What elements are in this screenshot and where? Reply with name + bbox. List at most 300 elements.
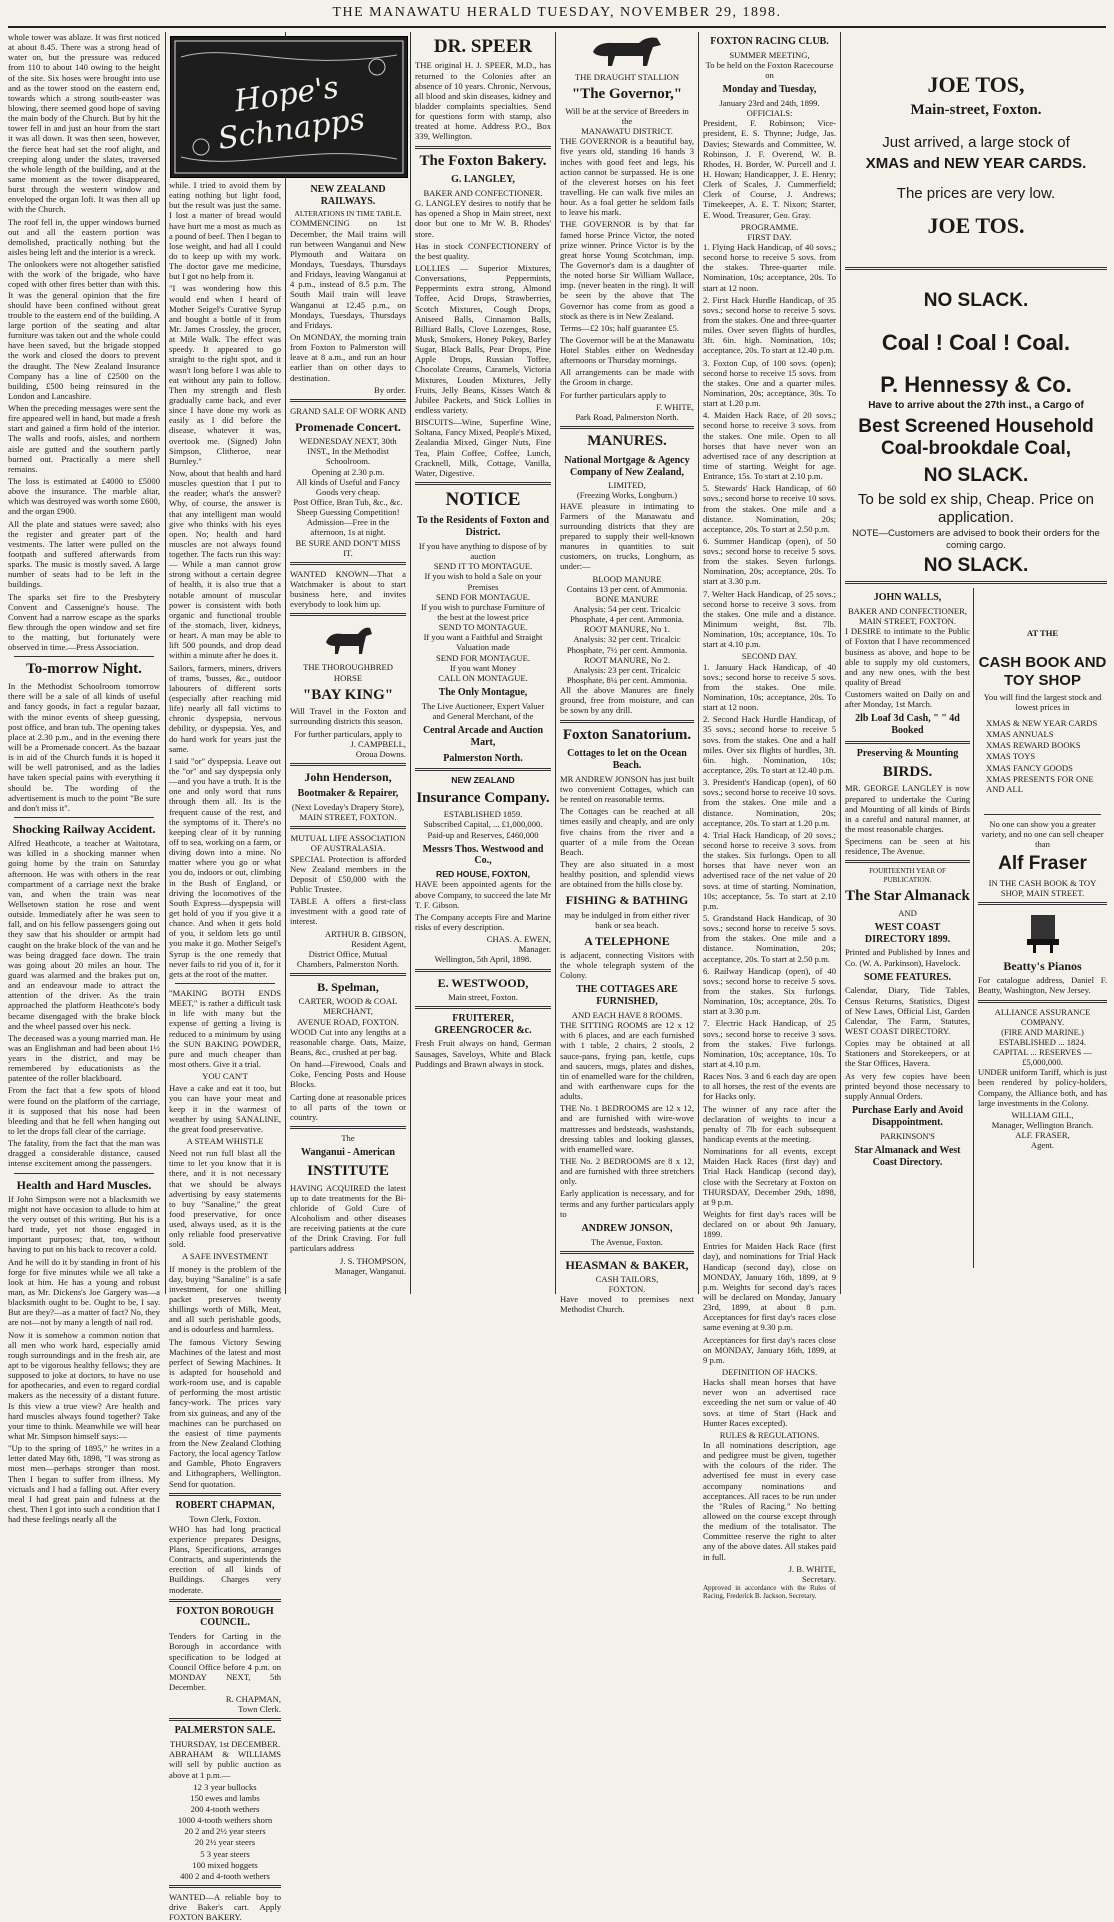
approved-note: Approved in accordance with the Rules of Racing, Frederick B. Jackson, Secretary. xyxy=(703,1583,836,1601)
article-paragraph: The famous Victory Sewing Machines of the latest and most perfect of Sewing Machines. It is adapted for household and work-room use, and is capable of performing the most artistic fancy-work. The prices vary from six guineas, and any of the machines can be purchased on the easiest of time payments from the New Zealand Clothing Factory, the local agency Tatlow and Gamble, Photo Engravers and Lithographers, Wellington. Send for quotation. xyxy=(169,1336,281,1489)
star-parkinson: PARKINSON'S xyxy=(880,1130,935,1141)
column-3 xyxy=(290,180,406,1294)
subhead: YOU CAN'T xyxy=(202,1071,248,1082)
hopes-logo-text: Hope's Schnapps xyxy=(215,70,367,157)
article-paragraph: while. I tried to avoid them by eating nothing but light food, but the result was just the same. I lost a matter of bread would have hurt me a most as much as a pound of beef. Then I began to lose weight, and had all I could do to keep up with my work. The doctor gave me medicine, but I got no help from it. xyxy=(169,180,281,282)
manure-line: ROOT MANURE, No 1. xyxy=(583,624,671,635)
star-year: FOURTEENTH YEAR OF PUBLICATION. xyxy=(869,867,946,884)
race-item: 7. Electric Hack Handicap, of 25 sovs.; second horse to receive 3 sovs. from the stakes. Five furlongs. Nomination, 10s; acceptance, 10s. To start at 4.10 p.m. xyxy=(703,1018,836,1069)
stallion-district: MANAWATU DISTRICT. xyxy=(581,126,673,137)
coal-head: Coal ! Coal ! Coal. xyxy=(881,330,1071,356)
stallion-line: Will be at the service of Breeders in the xyxy=(565,105,689,126)
list-item: 12 3 year bullocks xyxy=(193,1781,257,1792)
manure-line: Analysis: 23 per cent. Tricalcic Phosphate, 8¼ per cent. Ammonia. xyxy=(566,664,688,685)
notice-lines xyxy=(415,541,551,683)
insurance-title: Insurance Company. xyxy=(416,789,550,806)
article-paragraph: COMMENCING on 1st December, the Mail trains will run between Wanganui and New Plymouth and Waitara on Mondays, Tuesdays, Thursdays and Fridays, leaving Wanganui at 4 p.m., instead of 8.5 p.m. The South Mail train will leave Wanganui at 12.45 p.m., on Mondays, Tuesdays, Thursdays and Fridays. xyxy=(290,218,406,330)
horse-icon xyxy=(318,620,378,660)
mutual-office: District Office, Mutual Chambers, Palmerston North. xyxy=(296,948,400,969)
hennessy-coal: Best Screened Household Coal-brookdale Coal, xyxy=(858,415,1094,460)
draught-horse-icon xyxy=(587,34,667,70)
divider xyxy=(560,720,694,723)
signature: J. S. THOMPSON, xyxy=(340,1255,406,1266)
walls-sub: BAKER AND CONFECTIONER, xyxy=(847,605,968,616)
article-paragraph: From the fact that a few spots of blood were found on the platform of the carriage, it is supposed that his nose had been bleeding and that he fell when hanging out to let the drops fall clear of the carriage. xyxy=(8,1085,160,1137)
race-item: 3. Foxton Cup, of 100 sovs. (open); second horse to receive 15 sovs. from the stakes. One and a quarter miles. Nomination, 20s; acceptance, 30s. To start at 1.20 p.m. xyxy=(703,357,836,409)
heasman-sub: CASH TAILORS, xyxy=(595,1273,659,1284)
hopes-schnapps-ad xyxy=(170,36,408,178)
article-paragraph: WHO has had long practical experience prepares Designs, Plans, Specifications, arranges Contracts, and superintends the erection of all kinds of Buildings. Charges very moderate. xyxy=(169,1523,281,1595)
article-paragraph: Entries for Maiden Hack Race (first day), and nominations for Trial Hack Handicap (second day), close on MONDAY, January 16th, 1899, at 9 p.m. Weights for second day's races will be declared on Monday, January 23rd, 1899, at about 8 p.m. Acceptances for first day's races close same evening at 9.30 p.m. xyxy=(703,1241,836,1333)
montague-mart: Central Arcade and Auction Mart, xyxy=(422,725,544,748)
sanatorium-sub: Cottages to let on the Ocean Beach. xyxy=(567,748,687,772)
lower-ads xyxy=(845,588,1107,1268)
divider xyxy=(984,814,1101,815)
day-head: FIRST DAY. xyxy=(747,231,792,242)
article-paragraph: Early application is necessary, and for terms and any further particulars apply to xyxy=(560,1188,694,1219)
walls-loaf: 2lb Loaf 3d Cash, " " 4d Booked xyxy=(855,713,960,737)
article-paragraph: As very few copies have been printed beyond those necessary to supply Annual Orders. xyxy=(845,1070,970,1101)
officials-head: OFFICIALS: xyxy=(746,108,793,119)
article-paragraph: MR. GEORGE LANGLEY is now prepared to undertake the Curing and Mounting of all kinds of Birds in a careful and natural manner, at the most reasonable charges. xyxy=(845,783,970,835)
article-paragraph: Races Nos. 3 and 6 each day are open to all horses, the rest of the events are for Hacks only. xyxy=(703,1071,836,1102)
concert-title: Promenade Concert. xyxy=(295,419,401,434)
article-paragraph: The Cottages can be reached at all times easily and cheaply, and are only five chains from the river and a quarter of a mile from the Ocean Beach. xyxy=(560,806,694,857)
article-paragraph: Terms—£2 10s; half guarantee £5. xyxy=(560,322,679,333)
article-paragraph: The onlookers were not altogether satisfied with the work of the brigade, who have coped with other fires better than with this. It was the general opinion that the fire should have been confined without great trouble to the eastern end of the building. A large portion of the seating and altar furniture was taken out and the whole could have been saved, but the brigade stopped the work and closed the doors to prevent the draught. The New Zealand Insurance Company has a line of £2500 on the building, £500 being reinsured in the London and Lancashire. xyxy=(8,259,160,401)
notice-line: SEND TO MONTAGUE. xyxy=(438,622,528,633)
day-head: SECOND DAY. xyxy=(741,651,798,662)
column-1 xyxy=(8,32,160,1525)
montague-title: The Only Montague, xyxy=(438,686,528,698)
divider xyxy=(415,969,551,972)
divider xyxy=(845,267,1107,270)
article-paragraph: Customers waited on Daily on and after Monday, 1st March. xyxy=(845,689,970,710)
article-paragraph: THE original H. J. SPEER, M.D., has returned to the Colonies after an absence of 10 years. Chronic, Nervous, all blood and skin diseases, kidney and bladder complaints specialties. Send for questions form with stamp, also treated at home. Address P.O., Box 339, Wellington. xyxy=(415,60,551,142)
headline-railway-accident: Shocking Railway Accident. xyxy=(12,821,156,836)
star-and: AND xyxy=(898,907,917,918)
article-paragraph: The deceased was a young married man. He was an Englishman and had been about 1½ years in the district, and may be remembered by educationists as the patentee of the roller blackboard. xyxy=(8,1032,160,1084)
notice-line: If you wish to purchase Furniture of the best at the lowest price xyxy=(420,601,546,622)
manure-line: Contains 13 per cent. of Ammonia. xyxy=(566,583,688,594)
list-item: 400 2 and 4-tooth wethers xyxy=(180,1870,270,1881)
lower-right-ads xyxy=(978,588,1107,1268)
bakery-name: G. LANGLEY, xyxy=(451,174,515,186)
piano-icon xyxy=(1025,909,1061,955)
chapman-title: ROBERT CHAPMAN, xyxy=(175,1499,275,1511)
definition-head: DEFINITION OF HACKS. xyxy=(721,1367,818,1378)
article-paragraph: Calendar, Diary, Tide Tables, Census Returns, Statistics, Digest of New Laws, Official List, Garden Calendar, The Farm, Statutes, WEST COAST DIRECTORY. xyxy=(845,985,970,1036)
list-item: XMAS REWARD BOOKS xyxy=(986,740,1081,751)
manure-line: BLOOD MANURE xyxy=(592,573,662,584)
fraser-shop: IN THE CASH BOOK & TOY SHOP, MAIN STREET. xyxy=(988,877,1097,898)
race-item: 2. Second Hack Hurdle Handicap, of 35 sovs.; second horse to receive 5 sovs. from the stakes. One and a half miles. Over six flights of hurdles, 3ft. 6in. high. Nomination, 10s; acceptance, 20s. To start at 12.40 p.m. xyxy=(703,714,836,776)
article-paragraph: Alfred Heathcote, a teacher at Waitotara, was killed in a shocking manner when going home by the train on Saturday afternoon. He was with others in the rear compartment of a carriage next the brake van, and when the train was near Wellsetown station he rose and went outside. Immediately after he was seen to fall, and on his fellow passengers going out they saw that his shoulder or armpit had caught on the brake block of the van and he was being dragged face down. The train was going about 20 miles an hour. The guard was alarmed and the brakes put on, and an endeavour made to attract the attention of the driver. As the train approached the platform Heathcote's body became disengaged with the brake block and the wheel passed over his neck. xyxy=(8,838,160,1031)
insurance-agents: Messrs Thos. Westwood and Co., xyxy=(422,843,544,867)
institute-title: Wanganui - American xyxy=(301,1147,395,1159)
article-paragraph: Now it is somehow a common notion that all men who work hard, especially amid rough surroundings and in the fresh air, are apt to be vigorous healthy fellows; they are supposed to joke at doctors, to have no use for apothecaries, and even to regard cordial makers as the necessity of a distant future. Is this view a true view? Are health and hard muscles always found together? Take your time to think. Meanwhile we will hear what Mr. Simpson himself says:— xyxy=(8,1329,160,1441)
stallion-name: "The Governor," xyxy=(571,86,683,103)
article-paragraph: All arrangements can be made with the Groom in charge. xyxy=(560,367,694,388)
montague-town: Palmerston North. xyxy=(443,752,523,764)
race-item: 6. Summer Handicap (open), of 50 sovs.; second horse to receive 5 sovs. from the stakes. Seven furlongs. Nomination, 20s; acceptance, 20s. To start at 3.30 p.m. xyxy=(703,535,836,587)
race-item: 5. Grandstand Hack Handicap, of 30 sovs.; second horse to receive 5 sovs. from the stakes. One mile and a distance. Nomination, 20s; acceptance, 20s. To start at 2.50 p.m. xyxy=(703,912,836,964)
horse-name: "BAY KING" xyxy=(302,686,394,703)
insurance-red: RED HOUSE, FOXTON, xyxy=(436,869,530,880)
divider xyxy=(560,1251,694,1254)
article-paragraph: The fatality, from the fact that the man was dragged a considerable distance, caused intense excitement among the passengers. xyxy=(8,1138,160,1169)
article-paragraph: If John Simpson were not a blacksmith we might not have occasion to allude to him at the very outset of this writing. But his is a hard trade, yet not those engaged in important purposes; that, too, without having to put on his back to recover a cold. xyxy=(8,1193,160,1255)
race-list-day2 xyxy=(703,662,836,1069)
montague-line: The Live Auctioneer, Expert Valuer and General Merchant, of the xyxy=(421,700,545,721)
article-paragraph: whole tower was ablaze. It was first noticed at about 8.45. There was a strong head of water on, but the pressure was reduced from 110 to about 140 owing to the height of the site. Six hoses were brought into use and as the tower stood on the eastern end, towards which a strong south-easter was blowing, there seemed good hope of saving the main body of the Church. But by hit the tower fell in and just an hour from the start it was all down. It was then seen, however, the fierce heat had set the roof alight, and creeping along under the slates, traversed the whole length of the building, and at the same moment as the tower disappeared, burst through the western window and enveloped the organ loft. It was then all up with the Church. xyxy=(8,32,160,215)
article-paragraph: Tenders for Carting in the Borough in accordance with specification to be lodged at Council Office before 4 p.m. on MONDAY NEXT, 5th December. xyxy=(169,1631,281,1692)
article-paragraph: The Governor will be at the Manawatu Hotel Stables either on Wednesday afternoons or Thursday mornings. xyxy=(560,334,694,366)
institute-title2: INSTITUTE xyxy=(307,1162,389,1179)
insurance-date: Wellington, 5th April, 1898. xyxy=(434,954,532,965)
signature: Resident Agent, xyxy=(351,938,406,949)
signature: By order. xyxy=(374,384,406,395)
race-item: 1. January Hack Handicap, of 40 sovs.; second horse to receive 5 sovs. from the stakes. One mile. Nomination, 10s; acceptance, 20s. To start at 12 noon. xyxy=(703,661,836,713)
list-item: 20 2 and 2½ year steers xyxy=(184,1826,266,1837)
race-item: 5. Stewards' Hack Handicap, of 60 sovs.; second horse to receive 10 sovs. from the stakes. One mile and a distance. Nomination, 20s; acceptance, 20s. To start at 2.50 p.m. xyxy=(703,483,836,534)
fishing-title: FISHING & BATHING xyxy=(565,893,689,908)
mutual-title: MUTUAL LIFE ASSOCIATION OF AUSTRALASIA. xyxy=(290,833,406,854)
divider xyxy=(978,902,1107,905)
racing-line: SUMMER MEETING, xyxy=(729,49,810,60)
cashbook-title: CASH BOOK AND TOY SHOP xyxy=(978,654,1107,689)
article-paragraph: Has in stock CONFECTIONERY of the best quality. xyxy=(415,240,551,261)
list-item: 20 2½ year steers xyxy=(194,1837,256,1848)
article-paragraph: Specimens can be seen at his residence, The Avenue. xyxy=(845,836,970,857)
article-paragraph: ABRAHAM & WILLIAMS will sell by public auction as above at 1 p.m.— xyxy=(169,1749,281,1780)
article-paragraph: If money is the problem of the day, buying "Sanaline" is a safe investment, for one shilling packet preserves twenty shillings worth of Milk, Meat, and all such perishable goods, and is odourless and harmless. xyxy=(169,1263,281,1335)
race-item: 4. Trial Hack Handicap, of 20 sovs.; second horse to receive 3 sovs. from the stakes. Six furlongs. Open to all horses that have never won an advertised race of the net value of 20 sovs. at time of starting. Nomination, 10s; acceptance, 5s. To start at 2.10 p.m. xyxy=(703,829,836,911)
article-paragraph: "Up to the spring of 1895," he writes in a letter dated May 6th, 1898, "I was strong as most men—perhaps stronger than most. Then I began to suffer from illness. My victuals and I had a falling out. After every meal I had great pain and fulness at the chest. Then I got into such a condition that I had these feelings nearly all the xyxy=(8,1443,160,1525)
alliance-title: ALLIANCE ASSURANCE COMPANY. xyxy=(994,1006,1091,1027)
insurance-pre: NEW ZEALAND xyxy=(451,775,515,786)
article-paragraph: "I was wondering how this would end when I heard of Mother Seigel's Curative Syrup and bought a bottle of it from Mr. James Crossley, the grocer, at Mile Walk. The effect was speedy. It appeared to go straight to the right spot, and it wasn't long before I was able to eat without any pain to follow. Then my strength and flesh gradually came back, and ever since I have done my work as easily as I did before the disease, whatever it was, overtook me. (Signed) John Simpson, Clitheroe, near Burnley." xyxy=(169,283,281,466)
article-paragraph: I DESIRE to intimate to the Public of Foxton that I have recommenced business as above, and hope to be able to supply my old customers, and any new ones, with the best quality of Bread xyxy=(845,626,970,687)
article-paragraph: On MONDAY, the morning train from Foxton to Palmerston will leave at 8 a.m., and run an hour earlier than on other days to destination. xyxy=(290,331,406,383)
divider xyxy=(845,581,1107,584)
article-paragraph: HAVE pleasure in intimating to Farmers of the Manawatu and surrounding districts that they are prepared to supply their well-known manures in quantities to suit customers, on trucks, Longburn, as under:— xyxy=(560,500,694,572)
manures-ltd: LIMITED, xyxy=(608,480,646,491)
concert-line: BE SURE AND DON'T MISS IT. xyxy=(295,537,401,558)
notice-line: If you want Money xyxy=(449,662,517,673)
speer-title: DR. SPEER xyxy=(433,36,533,57)
headline-health-muscles: Health and Hard Muscles. xyxy=(16,1177,152,1192)
notice-line: If you wish to hold a Sale on your Premises xyxy=(424,571,542,592)
notice-line: SEND IT TO MONTAGUE. xyxy=(433,561,533,572)
article-paragraph: Hacks shall mean horses that have never won an advertised race exceeding the net sum or value of 40 sovs. at time of Start (Hack and Hunter Races excepted). xyxy=(703,1377,836,1428)
list-item: XMAS TOYS xyxy=(986,751,1036,762)
heasman-town: FOXTON. xyxy=(608,1284,646,1295)
jonson-name: ANDREW JONSON, xyxy=(581,1222,673,1234)
divider xyxy=(290,763,406,766)
fruiterer-title: FRUITERER, GREENGROCER &c. xyxy=(434,1012,532,1036)
notice-line: CALL ON MONTAGUE. xyxy=(438,672,528,683)
article-paragraph: Weights for first day's races will be declared on or about 9th January, 1899. xyxy=(703,1208,836,1240)
divider xyxy=(845,860,970,863)
masthead: THE MANAWATU HERALD TUESDAY, NOVEMBER 29, 1898. xyxy=(332,5,782,20)
alliance-est: ESTABLISHED ... 1824. xyxy=(998,1036,1087,1047)
henderson-title: John Henderson, xyxy=(304,770,392,785)
article-paragraph: Copies may be obtained at all Stationers and Storekeepers, or at the Star Offices, Havera. xyxy=(845,1038,970,1069)
manure-line: Analysis: 54 per cent. Tricalcic Phosphate, 4 per cent. Ammonia. xyxy=(570,604,684,625)
article-paragraph: Will Travel in the Foxton and surrounding districts this season. xyxy=(290,706,406,727)
racing-days: Monday and Tuesday, xyxy=(722,84,817,96)
manures-works: (Freezing Works, Longburn.) xyxy=(576,490,678,501)
spelman-sub: CARTER, WOOD & COAL MERCHANT, xyxy=(298,996,398,1017)
signature: Manager, Wanganui. xyxy=(334,1265,406,1276)
article-paragraph: The sparks set fire to the Presbytery Convent and Cassenigne's house. The Convent had a narrow escape as the sparks flew through the open window and set fire to the matting, but fortunately were observed in time.—Press Association. xyxy=(8,591,160,653)
signature: F. WHITE, xyxy=(655,401,694,412)
signature: CHAS. A. EWEN, xyxy=(486,934,551,945)
list-item: 200 4-tooth wethers xyxy=(190,1804,260,1814)
notice-line: If you have anything to dispose of by auction xyxy=(418,540,548,562)
subhead: A SAFE INVESTMENT xyxy=(182,1251,268,1262)
palmerston-date: THURSDAY, 1st DECEMBER. xyxy=(169,1739,281,1750)
signature: ALF. FRASER, xyxy=(1015,1130,1070,1141)
article-paragraph: LOLLIES — Superior Mixtures, Conversations, Peppermints, Peppermints extra strong, Almond Toffee, Acid Drops, Strawberries, Scotch Mixtures, Cough Drops, Aniseed Balls, Cinnamon Balls, Billiard Balls, Clove Lozenges, Rose, Musk, Smokers, Honey Pokey, Barley Sugar, Black Balls, Pear Drops, Pine Apple Drops, Russian Toffee, Chocolate Creams, Caramels, Victoria Mixtures, Louden Mixtures, Jelly Fruits, Jelly Beans, Kisses Watch & Jubilee Packets, and Stick Lollies in endless variety. xyxy=(415,263,551,415)
article-paragraph: Have moved to premises next Methodist Church. xyxy=(560,1294,694,1315)
subhead: A STEAM WHISTLE xyxy=(186,1135,264,1146)
article-paragraph: On hand—Firewood, Coals and Coke, Fencing Posts and House Blocks. xyxy=(290,1059,406,1090)
race-item: 1. Flying Hack Handicap, of 40 sovs.; second horse to receive 5 sovs. from the stakes. Three-quarter mile. Nomination, 10s; acceptance, 20s. To start at 12 noon. xyxy=(703,241,836,293)
notice-line: If you want a Faithful and Straight Valuation made xyxy=(423,632,543,653)
article-paragraph: MR ANDREW JONSON has just built two convenient Cottages, which can be rented on reasonable terms. xyxy=(560,773,694,805)
article-paragraph: SPECIAL Protection is afforded New Zealand members in the Deposit of £50,000 with the Public Trustee. xyxy=(290,853,406,894)
beatty-title: Beatty's Pianos xyxy=(1003,959,1082,974)
divider xyxy=(560,426,694,429)
race-list-day1 xyxy=(703,242,836,649)
fishing-line: may be indulged in from either river bank or sea beach. xyxy=(564,909,690,930)
birds-pre: Preserving & Mounting xyxy=(856,747,959,759)
divider xyxy=(978,1000,1107,1003)
signature: Manager, Wellington Branch. xyxy=(991,1120,1094,1131)
column-4 xyxy=(415,32,551,1294)
star-title: The Star Almanack xyxy=(845,887,970,904)
hennessy-line: Have to arrive about the 27th inst., a Cargo of xyxy=(868,399,1084,411)
racing-dates: January 23rd and 24th, 1899. xyxy=(719,98,820,109)
article-paragraph: President, F. Robinson; Vice-president, E. S. Thynne; Judge, Jas. Davies; Stewards and Committee, W. Robinson, J. F. Overend, W. B. Rhodes, H. Border, W. Purcell and J. H. Howan; Handicapper, J. E. Henry; Clerk of Scales, J. Cummerfield; Clerk of Course, J. Andrews; Timekeeper, A. E. T. Nixon; Starter, E. Wood. Treasurer, Geo. Gray. xyxy=(703,118,836,220)
list-item: 5 3 year steers xyxy=(200,1848,250,1859)
palmerston-title: PALMERSTON SALE. xyxy=(174,1725,276,1737)
divider xyxy=(415,482,551,485)
divider xyxy=(290,826,406,829)
notice-title: NOTICE xyxy=(445,488,521,510)
racing-club-title: FOXTON RACING CLUB. xyxy=(710,36,829,47)
article-paragraph: The loss is estimated at £4000 to £5000 above the insurance. The marble altar, which was destroyed was worth some £600, and the organ £900. xyxy=(8,476,160,517)
race-item: 7. Welter Hack Handicap, of 25 sovs.; second horse to receive 3 sovs. from the stakes. One mile and a distance. Minimum weight, 8st. 7lb. Nomination, 10s; acceptance, 10s. To start at 4.10 p.m. xyxy=(703,588,836,650)
divider xyxy=(14,656,154,657)
sanatorium-title: Foxton Sanatorium. xyxy=(562,726,692,743)
divider xyxy=(415,768,551,771)
joetos-sig: JOE TOS. xyxy=(927,212,1025,238)
article-paragraph: Need not run full blast all the time to let you know that it is there, and it is not necessary that we should be always advertising by easy statements to buy "Sanaline," the great food preservative, for once used, always used, as it is the only reliable food preservative sold. xyxy=(169,1148,281,1250)
concert-line: Post Office, Bran Tub, &c., &c. Sheep Guessing Competition! xyxy=(293,496,403,518)
signature: Park Road, Palmerston North. xyxy=(575,411,679,422)
joetos-street: Main-street, Foxton. xyxy=(910,101,1042,118)
article-paragraph: Have a cake and eat it too, but you can have your meat and keep it in the warmest of weather by using SANALINE, the great food preservative. xyxy=(169,1083,281,1134)
star-footer: Star Almanack and West Coast Directory. xyxy=(854,1144,961,1168)
cashbook-at: AT THE xyxy=(1026,628,1059,639)
institute-the: The xyxy=(341,1132,355,1143)
spelman-addr: AVENUE ROAD, FOXTON. xyxy=(297,1016,399,1027)
article-paragraph: THE GOVERNOR is by that far famed horse Prince Victor, the noted prize winner. Prince Victor is by the great horse Young Scotchman, imp. The Governor's dam is a daughter of the noted horse Sir William Wallace, imp. (never beaten in the ring). It will be seen by the above that The Governor has come from as good a stock as there is in New Zealand. xyxy=(560,219,694,321)
westwood-sub: Main street, Foxton. xyxy=(448,991,518,1002)
column-rule xyxy=(840,32,841,1294)
column-rule xyxy=(973,588,974,1268)
horse-title: THE THOROUGHBRED HORSE xyxy=(303,662,393,683)
rules-head: RULES & REGULATIONS. xyxy=(719,1429,820,1440)
furnished-title: THE COTTAGES ARE FURNISHED, xyxy=(576,984,678,1008)
stock-list xyxy=(169,1782,281,1881)
article-paragraph: And he will do it by standing in front of his forge for five minutes while we all take a look at him. He has a young and robust man, as Mr. Dickens's Joe Gargery was—a blacksmith ought to be. Ought to be, I say. But are they?—as a matter of fact? No, they are not—not by many a length of nail rod. xyxy=(8,1256,160,1328)
race-item: 3. President's Handicap (open), of 60 sovs.; second horse to receive 10 sovs. from the stakes. One mile and a distance. Nomination, 20s; acceptance, 20s. To start at 1.20 p.m. xyxy=(703,777,836,828)
column-7 xyxy=(845,32,1107,1294)
article-paragraph: WANTED—A reliable boy to drive Baker's cart. Apply FOXTON BAKERY. xyxy=(169,1891,281,1922)
article-paragraph: BISCUITS—Wine, Superfine Wine, Soltana, Fancy Mixed, People's Mixed, Zealandia Mixed, Ginger Nuts, Fine Tea, Plain Coffee, Coffee, Lunch, Cracknell, Milk, Cottage, Vanilla, Water, Digestive. xyxy=(415,417,551,478)
furnished-sub: AND EACH HAVE 8 ROOMS. xyxy=(571,1010,683,1020)
racing-line: To be held on the Foxton Racecourse on xyxy=(705,59,834,81)
article-paragraph: "MAKING BOTH ENDS MEET," is rather a difficult task in life with many but the expense of getting a living is reduced to a minimum by using the SUN BAKING POWDER, pure and much cheaper than most others. Give it a trial. xyxy=(169,987,281,1069)
notice-line: SEND FOR MONTAGUE. xyxy=(435,591,531,602)
divider xyxy=(169,1718,281,1721)
article-paragraph: THE No. 2 BEDROOMS are 8 x 12, and are furnished with three stretchers only. xyxy=(560,1155,694,1187)
article-paragraph: UNDER uniform Tariff, which is just been rendered by policy-holders, Company, the Alliance both, and has large investments in the Colony. xyxy=(978,1067,1107,1108)
column-rule xyxy=(555,32,556,1294)
article-paragraph: For further particulars apply to xyxy=(560,389,666,400)
column-rule xyxy=(285,32,286,1294)
signature: Manager. xyxy=(518,944,551,955)
article-paragraph: HAVE been appointed agents for the above Company, to succeed the late Mr T. F. Gibson. xyxy=(415,879,551,910)
article-paragraph: I said "or" dyspepsia. Leave out the "or" and say dyspepsia only—and you have a truth. It is the one and only word that runs through them all. Its is the frequent cause of the rest, and the symptoms of it. There's no keeping clear of it by running off to sea, working on a farm, or diving down into a mine. No matter where you go or what you do, indoors or out, climbing in the Bush of England, or driving the locomotives of the South Express—dyspepsia will get hold of you if you give it a chance. And when it gets hold of you, it seldom lets go until you make it go. Mother Seigel's Syrup is the one remedy that never fails to rid you of it, for it gets at the root of the matter. xyxy=(169,755,281,979)
telephone-title: A TELEPHONE xyxy=(584,933,670,948)
hennessy-noslack2: NO SLACK. xyxy=(923,554,1029,576)
article-paragraph: All the above Manures are finely ground, free from moisture, and can be sown by any drill. xyxy=(560,685,694,716)
article-paragraph: For catalogue address, Daniel F. Beatty, Washington, New Jersey. xyxy=(978,975,1107,996)
signature: Oroua Downs. xyxy=(355,748,406,759)
noslack-head: NO SLACK. xyxy=(923,289,1029,311)
article-paragraph: G. LANGLEY desires to notify that he has opened a Shop in Main street, next door but one to Mr W. B. Rhodes' store. xyxy=(415,198,551,239)
notice-line: SEND FOR MONTAGUE. xyxy=(435,652,531,663)
westwood-title: E. WESTWOOD, xyxy=(437,975,529,990)
article-paragraph: HAVING ACQUIRED the latest up to date treatments for the Bi-chloride of Gold Cure of Alcoholism and other diseases are receiving patients at the cure of the Drink Craving. For full particulars address xyxy=(290,1182,406,1254)
divider xyxy=(169,1885,281,1888)
list-item: XMAS ANNUALS xyxy=(986,729,1054,740)
article-paragraph: THE GOVERNOR is a beautiful bay, five years old, standing 16 hands 3 inches with good feet and legs, his action cannot be surpassed. He is one of the cleverest horses on his feet travelling. He can walk five miles an hour. As a foal getter he seldom fails to leave his mark. xyxy=(560,136,694,218)
article-paragraph: In all nominations description, age and pedigree must be given, together with the colours of the rider. The advertised fee must in every case accompany nominations and acceptances. All races to be run under the "Rules of Racing." No betting allowed on the course except through the medium of the totalisator. The Committee reserve the right to alter any of the above dates. All stakes paid in full. xyxy=(703,1440,836,1562)
article-paragraph: THE No. 1 BEDROOMS are 12 x 12, and are furnished with wire-wove mattresses and bedsteads, washstands, dressing tables and looking glasses, with enamelled ware. xyxy=(560,1103,694,1154)
signature: R. CHAPMAN, xyxy=(225,1694,281,1705)
article-paragraph: They are also situated in a most healthy position, and splendid views are obtained from the hills close by. xyxy=(560,858,694,890)
hennessy-sold: To be sold ex ship, Cheap. Price on application. xyxy=(858,490,1094,526)
signature: J. B. WHITE, xyxy=(788,1563,836,1574)
joetos-line: Just arrived, a large stock of xyxy=(882,133,1070,151)
article-paragraph: WOOD Cut into any lengths at a reasonable charge. Oats, Maize, Beans, &c., crushed at per bag. xyxy=(290,1026,406,1057)
birds-title: BIRDS. xyxy=(882,763,933,780)
lower-left-ads xyxy=(845,588,970,1268)
concert-line: Admission—Free in the afternoon, 1s at night. xyxy=(306,517,390,538)
programme-head: PROGRAMME. xyxy=(740,221,799,232)
walls-title: JOHN WALLS, xyxy=(873,592,942,604)
article-paragraph: TABLE A offers a first-class investment with a good rate of interest. xyxy=(290,896,406,927)
chapman-sub: Town Clerk, Foxton. xyxy=(189,1513,261,1524)
manure-line: BONE MANURE xyxy=(595,593,659,604)
signature: Secretary. xyxy=(801,1573,836,1584)
signature: J. CAMPBELL, xyxy=(350,738,406,749)
railways-sub: ALTERATIONS IN TIME TABLE. xyxy=(294,208,402,218)
fraser-name: Alf Fraser xyxy=(998,853,1087,875)
article-paragraph: Printed and Published by Innes and Co. (W. A. Parkinson), Havelock. xyxy=(845,947,970,968)
fraser-line: No one can show you a greater variety, and no one can sell cheaper than xyxy=(981,818,1104,850)
article-paragraph: When the preceding messages were sent the fire appeared well in hand, but made a fresh start and gained a firm hold of the interior. The walls and roofs, aisles, and northern aisle are gutted and the southern partly burned out. Practically a mere shell remains. xyxy=(8,403,160,474)
headline-tomorrow-night: To-morrow Night. xyxy=(26,661,142,678)
article-paragraph: All the plate and statues were saved; also the register and greater part of the vestments. The latter were pulled on the footpath and suffered afterwards from sparks. The music is mostly saved. A large number of seats had to be left in the buildings. xyxy=(8,518,160,590)
manures-title: MANURES. xyxy=(587,433,667,450)
divider xyxy=(14,1173,154,1174)
signature: Agent. xyxy=(1030,1140,1055,1151)
cashbook-line: You will find the largest stock and lowest prices in xyxy=(983,691,1102,712)
bakery-sub: BAKER AND CONFECTIONER. xyxy=(423,188,543,199)
column-rule xyxy=(698,32,699,1294)
divider xyxy=(845,741,970,744)
list-item: XMAS FANCY GOODS xyxy=(986,762,1073,773)
divider xyxy=(415,146,551,149)
joetos-prices: The prices are very low. xyxy=(896,185,1056,203)
divider xyxy=(290,562,406,565)
jonson-addr: The Avenue, Foxton. xyxy=(591,1236,663,1247)
article-paragraph: Acceptances for first day's races close on MONDAY, January 16th, 1899, at 9 p.m. xyxy=(703,1334,836,1365)
manures-company: National Mortgage & Agency Company of New Zealand, xyxy=(564,454,690,478)
column-rule xyxy=(410,32,411,1294)
article-paragraph: Nominations for all events, except Maiden Hack Races (first day) and Trial Hack Handicap (second day), close with the Secretary at Foxton on THURSDAY, December 29th, 1898, at 9 p.m. xyxy=(703,1146,836,1207)
race-item: 6. Railway Handicap (open), of 40 sovs.; second horse to receive 5 sovs. from the stakes. Six furlongs. Nomination, 10s; acceptance, 20s. To start at 3.30 p.m. xyxy=(703,965,836,1017)
signature: ARTHUR B. GIBSON, xyxy=(324,928,406,939)
race-item: 2. First Hack Hurdle Handicap, of 35 sovs.; second horse to receive 5 sovs. from the stakes. One and three-quarter miles. Over seven flights of hurdles, 3ft. 6in. high. Nomination, 10s; acceptance, 20s. To start at 12.40 p.m. xyxy=(703,294,836,356)
horse-line: For further particulars, apply to xyxy=(293,728,403,739)
list-item: XMAS PRESENTS FOR ONE AND ALL xyxy=(986,773,1094,794)
divider xyxy=(169,1599,281,1602)
star-purchase: Purchase Early and Avoid Disappointment. xyxy=(851,1104,964,1128)
divider xyxy=(290,973,406,976)
divider xyxy=(175,983,275,984)
divider xyxy=(290,1126,406,1129)
henderson-addr: (Next Loveday's Drapery Store), MAIN STREET, FOXTON. xyxy=(291,802,405,823)
list-item: XMAS & NEW YEAR CARDS xyxy=(986,717,1098,728)
concert-line: Opening at 2.30 p.m. xyxy=(311,466,385,477)
concert-line: WEDNESDAY NEXT, 30th INST., In the Methodist Schoolroom. xyxy=(299,436,397,467)
list-item: 150 ewes and lambs xyxy=(190,1792,260,1803)
list-item: 100 mixed hoggets xyxy=(192,1859,258,1870)
column-6 xyxy=(703,32,836,1601)
concert-line: All kinds of Useful and Fancy Goods very cheap. xyxy=(296,476,400,497)
divider xyxy=(290,399,406,402)
list-item: 1000 4-tooth wethers shorn xyxy=(177,1815,273,1826)
article-paragraph: is adjacent, connecting Visitors with the whole telegraph system of the Colony. xyxy=(560,949,694,981)
column-rule xyxy=(165,32,166,1294)
spelman-title: B. Spelman, xyxy=(317,980,379,995)
hennessy-note: NOTE—Customers are advised to book their orders for the coming cargo. xyxy=(852,528,1100,551)
article-paragraph: Sailors, farmers, miners, drivers of trams, 'busses, &c., outdoor labourers of different sorts (especially after reaching mid life) nearly all fall victims to chronic dyspepsia, nervous debility, or dyspepsia. Yes, and do hard work for years just the same. xyxy=(169,662,281,754)
divider xyxy=(415,1006,551,1009)
signature: Town Clerk. xyxy=(238,1704,281,1715)
insurance-cap: Subscribed Capital, ... £1,000,000. Paid-up and Reserves, £460,000 xyxy=(423,819,543,840)
star-features: SOME FEATURES. xyxy=(863,971,952,983)
hennessy-noslack: NO SLACK. xyxy=(923,464,1029,486)
